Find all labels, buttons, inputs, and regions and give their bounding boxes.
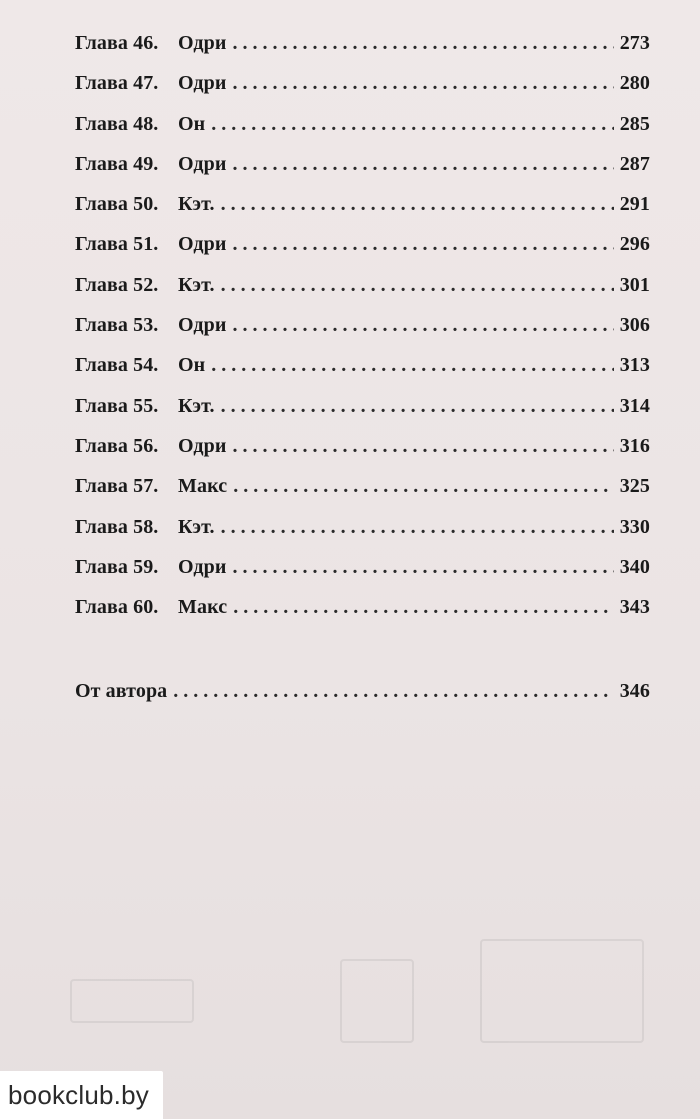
chapter-number: Глава 60. bbox=[75, 596, 159, 619]
bleed-through-imprint bbox=[60, 919, 670, 1059]
chapter-number: Глава 56. bbox=[75, 434, 159, 457]
chapter-page-number: 330 bbox=[619, 515, 650, 538]
toc-row bbox=[75, 435, 650, 475]
dot-leader bbox=[232, 72, 613, 95]
toc-row-author-note bbox=[75, 680, 650, 720]
chapter-page-number: 280 bbox=[619, 72, 650, 95]
chapter-page-number: 285 bbox=[619, 112, 650, 135]
chapter-page-number: 314 bbox=[619, 394, 650, 417]
author-note-page: 346 bbox=[619, 680, 650, 702]
dot-leader bbox=[232, 233, 613, 256]
author-note-title: От автора bbox=[75, 680, 168, 702]
dot-leader bbox=[233, 596, 614, 619]
chapter-number: Глава 58. bbox=[75, 515, 159, 538]
dot-leader bbox=[221, 395, 614, 418]
chapter-number: Глава 50. bbox=[75, 193, 159, 216]
dot-leader bbox=[173, 680, 613, 703]
toc-row bbox=[75, 596, 650, 636]
chapter-number: Глава 52. bbox=[75, 273, 159, 296]
chapter-title: Макс bbox=[178, 596, 228, 619]
toc-row bbox=[75, 475, 650, 515]
chapter-title: Одри bbox=[178, 32, 227, 54]
chapter-number: Глава 57. bbox=[75, 475, 159, 498]
chapter-page-number: 306 bbox=[619, 314, 650, 337]
dot-leader bbox=[211, 354, 613, 377]
chapter-page-number: 291 bbox=[619, 193, 650, 216]
chapter-number: Глава 49. bbox=[75, 152, 159, 175]
chapter-title: Одри bbox=[178, 233, 227, 256]
chapter-number: Глава 47. bbox=[75, 72, 159, 95]
toc-row bbox=[75, 72, 650, 112]
chapter-page-number: 340 bbox=[619, 555, 650, 578]
dot-leader bbox=[232, 153, 613, 176]
chapter-page-number: 296 bbox=[619, 233, 650, 256]
dot-leader bbox=[221, 274, 614, 297]
dot-leader bbox=[221, 193, 614, 216]
chapter-number: Глава 48. bbox=[75, 112, 159, 135]
toc-row bbox=[75, 233, 650, 273]
toc-row bbox=[75, 32, 650, 72]
chapter-page-number: 313 bbox=[619, 354, 650, 377]
chapter-number: Глава 59. bbox=[75, 555, 159, 578]
dot-leader bbox=[232, 435, 613, 458]
chapter-number: Глава 46. bbox=[75, 32, 159, 54]
toc-row bbox=[75, 314, 650, 354]
dot-leader bbox=[211, 113, 613, 136]
chapter-page-number: 273 bbox=[619, 32, 650, 54]
chapter-title: Кэт. bbox=[178, 193, 215, 216]
watermark-text: bookclub.by bbox=[8, 1079, 149, 1110]
dot-leader bbox=[232, 32, 613, 55]
chapter-page-number: 325 bbox=[619, 475, 650, 498]
toc-row bbox=[75, 153, 650, 193]
chapter-title: Одри bbox=[178, 72, 227, 95]
chapter-page-number: 343 bbox=[619, 596, 650, 619]
chapter-title: Кэт. bbox=[178, 273, 215, 296]
toc-row bbox=[75, 354, 650, 394]
toc-row bbox=[75, 274, 650, 314]
toc-row bbox=[75, 193, 650, 233]
dot-leader bbox=[233, 475, 614, 498]
chapter-title: Одри bbox=[178, 152, 227, 175]
chapter-number: Глава 54. bbox=[75, 354, 159, 377]
chapter-title: Кэт. bbox=[178, 394, 215, 417]
chapter-title: Кэт. bbox=[178, 515, 215, 538]
dot-leader bbox=[232, 314, 613, 337]
chapter-title: Макс bbox=[178, 475, 228, 498]
chapter-page-number: 316 bbox=[619, 434, 650, 457]
watermark bbox=[0, 1071, 163, 1119]
chapter-number: Глава 51. bbox=[75, 233, 159, 256]
chapter-page-number: 287 bbox=[619, 152, 650, 175]
chapter-number: Глава 55. bbox=[75, 394, 159, 417]
chapter-title: Одри bbox=[178, 555, 227, 578]
toc-row bbox=[75, 395, 650, 435]
toc-row bbox=[75, 516, 650, 556]
toc-row bbox=[75, 113, 650, 153]
table-of-contents bbox=[75, 32, 650, 636]
toc-row bbox=[75, 556, 650, 596]
chapter-page-number: 301 bbox=[619, 273, 650, 296]
dot-leader bbox=[221, 516, 614, 539]
chapter-title: Одри bbox=[178, 314, 227, 337]
chapter-number: Глава 53. bbox=[75, 314, 159, 337]
dot-leader bbox=[232, 556, 613, 579]
chapter-title: Он bbox=[178, 112, 206, 135]
chapter-title: Он bbox=[178, 354, 206, 377]
chapter-title: Одри bbox=[178, 434, 227, 457]
